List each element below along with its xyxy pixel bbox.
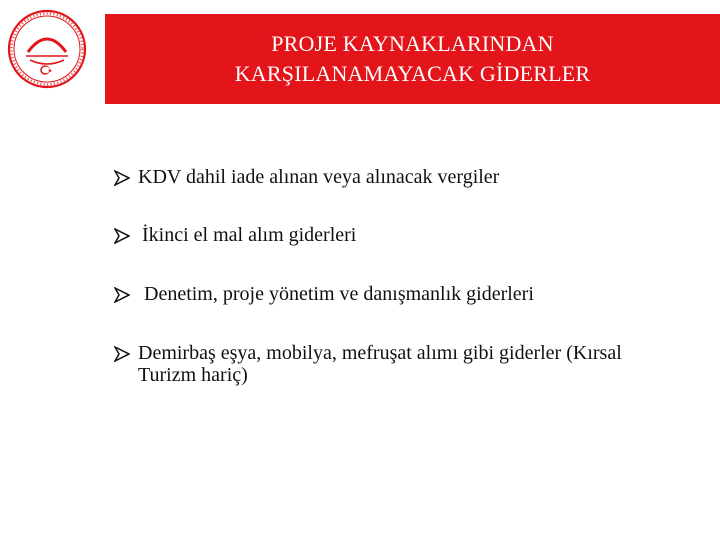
page-title-line-2: KARŞILANAMAYACAK GİDERLER bbox=[234, 61, 591, 86]
bullet-text: Demirbaş eşya, mobilya, mefruşat alımı gibi giderler (Kırsal Turizm hariç) bbox=[138, 342, 622, 386]
page-title-line-1: PROJE KAYNAKLARINDAN bbox=[271, 31, 554, 56]
arrow-bullet-icon bbox=[114, 166, 138, 186]
arrow-bullet-icon bbox=[114, 342, 138, 362]
ministry-seal-icon bbox=[6, 8, 88, 90]
list-item bbox=[114, 342, 658, 386]
bullet-text: Denetim, proje yönetim ve danışmanlık giderleri bbox=[144, 283, 534, 305]
title-banner bbox=[105, 14, 720, 104]
bullet-text: İkinci el mal alım giderleri bbox=[142, 224, 357, 246]
list-item bbox=[114, 224, 356, 246]
arrow-bullet-icon bbox=[114, 224, 138, 244]
list-item bbox=[114, 166, 499, 188]
bullet-text: KDV dahil iade alınan veya alınacak vergiler bbox=[138, 166, 500, 188]
list-item bbox=[114, 283, 534, 305]
arrow-bullet-icon bbox=[114, 283, 138, 303]
